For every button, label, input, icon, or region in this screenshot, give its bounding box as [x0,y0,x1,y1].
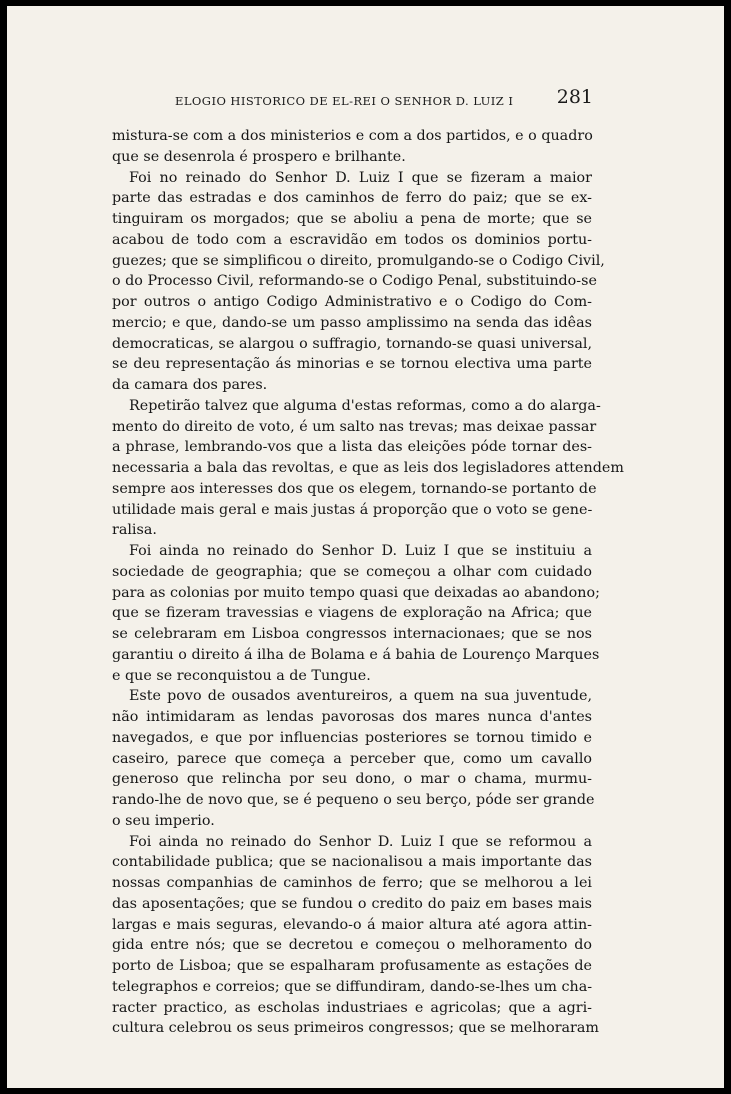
page-number: 281 [556,86,593,108]
text-line: nossas companhias de caminhos de ferro; que se melhorou a lei [112,875,592,891]
text-line: Foi ainda no reinado do Senhor D. Luiz I que se instituiu a [129,543,592,559]
text-line: navegados, e que por influencias posteriores se tornou timido e [112,729,592,746]
text-line: não intimidaram as lendas pavorosas dos mares nunca d'antes [112,709,592,725]
text-line: para as colonias por muito tempo quasi que deixadas ao abandono; [112,584,600,601]
text-line: garantiu o direito á ilha de Bolama e á bahia de Lourenço Marques [112,646,600,663]
text-line: e que se reconquistou a de Tungue. [112,667,371,684]
text-line: democraticas, se alargou o suffragio, tornando-se quasi universal, [112,335,592,352]
text-line: das aposentações; que se fundou o credito do paiz em bases mais [112,895,592,912]
text-line: se deu representação ás minorias e se tornou electiva uma parte [112,356,592,373]
text-line: por outros o antigo Codigo Administrativo e o Codigo do Com- [112,294,592,310]
text-line: Este povo de ousados aventureiros, a quem na sua juventude, [129,688,592,705]
text-line: cultura celebrou os seus primeiros congressos; que se melhoraram [112,1020,599,1037]
text-line: sociedade de geographia; que se começou a olhar com cuidado [112,563,592,580]
text-line: largas e mais seguras, elevando-o á maior altura até agora attin- [112,916,592,933]
text-line: necessaria a bala das revoltas, e que as leis dos legisladores attendem [112,460,624,476]
text-line: guezes; que se simplificou o direito, promulgando-se o Codigo Civil, [112,252,605,269]
text-line: se celebraram em Lisboa congressos internacionaes; que se nos [112,626,592,642]
text-line: racter practico, as escholas industriaes e agricolas; que a agri- [112,999,592,1016]
text-line: mercio; e que, dando-se um passo amplissimo na senda das idêas [112,314,592,331]
text-line: que se fizeram travessias e viagens de exploração na Africa; que [112,605,592,622]
body-text [112,126,624,1039]
text-line: o seu imperio. [112,812,215,829]
text-line: Repetirão talvez que alguma d'estas reformas, como a do alarga- [129,397,601,414]
text-line: caseiro, parece que começa a perceber que, como um cavallo [112,750,592,767]
text-line: o do Processo Civil, reformando-se o Codigo Penal, substituindo-se [112,273,597,290]
text-line: Foi ainda no reinado do Senhor D. Luiz I que se reformou a [129,833,592,850]
text-line: gida entre nós; que se decretou e começou o melhoramento do [112,937,592,954]
text-line: parte das estradas e dos caminhos de ferro do paiz; que se ex- [112,190,592,207]
text-line: que se desenrola é prospero e brilhante. [112,148,406,165]
text-line: da camara dos pares. [112,377,268,393]
running-title: ELOGIO HISTORICO DE EL-REI O SENHOR D. LUIZ I [175,94,514,108]
text-line: a phrase, lembrando-vos que a lista das eleições póde tornar des- [112,439,592,456]
text-line: telegraphos e correios; que se diffundiram, dando-se-lhes um cha- [112,978,593,995]
text-line: tinguiram os morgados; que se aboliu a pena de morte; que se [112,211,592,227]
text-line: sempre aos interesses dos que os elegem, tornando-se portanto de [112,480,597,497]
text-line: utilidade mais geral e mais justas á proporção que o voto se gene- [112,501,593,518]
text-line: Foi no reinado do Senhor D. Luiz I que se fizeram a maior [129,169,592,186]
text-line: generoso que relincha por seu dono, o mar o chama, murmu- [112,771,592,788]
text-line: contabilidade publica; que se nacionalisou a mais importante das [112,854,592,871]
text-line: mento do direito de voto, é um salto nas trevas; mas deixae passar [112,418,597,435]
book-page [7,6,724,1088]
page-header [113,86,601,116]
text-line: mistura-se com a dos ministerios e com a dos partidos, e o quadro [112,128,593,144]
text-line: rando-lhe de novo que, se é pequeno o seu berço, póde ser grande [112,792,595,808]
text-line: porto de Lisboa; que se espalharam profusamente as estações de [112,958,592,974]
text-line: ralisa. [112,522,157,539]
text-line: acabou de todo com a escravidão em todos os dominios portu- [112,231,592,248]
